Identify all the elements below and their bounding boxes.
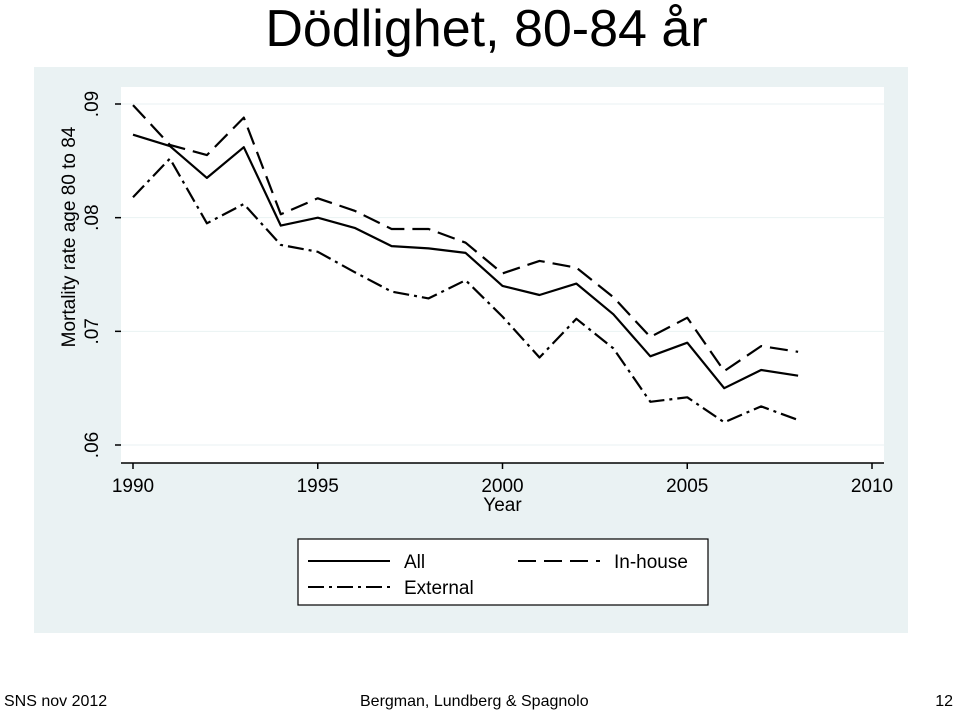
- x-axis-title: Year: [483, 495, 522, 516]
- legend-label: External: [404, 578, 474, 599]
- y-tick-label: .07: [82, 318, 103, 345]
- legend-label: All: [404, 552, 426, 573]
- footer-left-text: SNS nov 2012: [4, 693, 108, 710]
- slide-title: Dödlighet, 80-84 år: [265, 0, 708, 58]
- footer-authors: Bergman, Lundberg & Spagnolo: [360, 693, 589, 710]
- y-tick-label: .06: [82, 431, 103, 459]
- chart-panel: [34, 67, 908, 633]
- x-tick-label: 2005: [666, 476, 709, 497]
- x-tick-label: 1995: [296, 476, 339, 497]
- y-tick-label: .08: [82, 204, 103, 231]
- line-chart: [34, 67, 908, 633]
- y-axis-title: Mortality rate age 80 to 84: [59, 126, 80, 348]
- x-tick-label: 1990: [111, 476, 155, 497]
- x-tick-label: 2000: [481, 476, 524, 497]
- legend-label: In-house: [614, 552, 688, 573]
- y-tick-label: .09: [82, 90, 103, 118]
- slide-number: 12: [935, 693, 953, 710]
- x-tick-label: 2010: [850, 476, 894, 497]
- plot-area: [121, 87, 884, 463]
